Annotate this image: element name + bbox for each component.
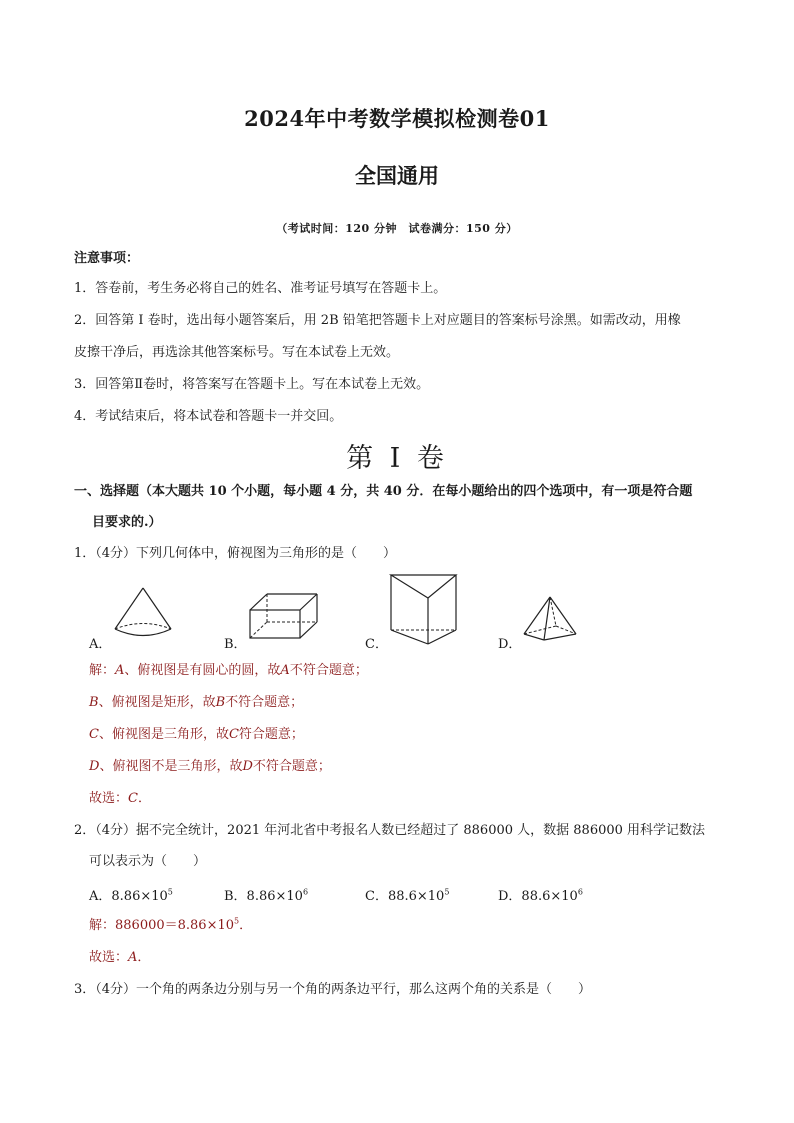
q1-solution-b: B、俯视图是矩形，故B不符合题意； <box>89 695 304 710</box>
q2-stem-b: 可以表示为（ ） <box>89 854 207 869</box>
q1-option-a: A． <box>89 637 112 652</box>
q3-stem: 3．（4分）一个角的两条边分别与另一个角的两条边平行，那么这两个角的关系是（ ） <box>74 982 592 997</box>
q1-answer: 故选：C． <box>89 791 151 806</box>
notice-item-2a: 2．回答第 I 卷时，选出每小题答案后，用 2B 铅笔把答题卡上对应题目的答案标号涂黑。如需改动，用橡 <box>74 313 681 328</box>
q2-option-a: A．$8.86\times 10^5$ <box>89 887 173 904</box>
q1-option-d: D． <box>498 637 522 652</box>
section-title: 第 I 卷 <box>346 443 448 474</box>
q1-solution-a: 解：A、俯视图是有圆心的圆，故A不符合题意； <box>89 663 368 678</box>
q2-answer: 故选：A． <box>89 950 151 965</box>
q1-option-b: B． <box>224 637 247 652</box>
q2-option-c: C．$88.6\times 10^5$ <box>365 887 450 904</box>
notice-item-1: 1．答卷前，考生务必将自己的姓名、准考证号填写在答题卡上。 <box>74 281 447 296</box>
section-heading-a: 一、选择题（本大题共 10 个小题，每小题 4 分，共 40 分．在每小题给出的四个选项中，有一项是符合题 <box>74 484 693 499</box>
section-heading-b: 目要求的.） <box>92 515 162 530</box>
q2-solution: 解：$886000=8.86\times 10^5$． <box>89 916 253 933</box>
cone-figure <box>112 584 174 640</box>
q2-stem-a: 2．（4分）据不完全统计，2021 年河北省中考报名人数已经超过了 886000 人，数据 886000 用科学记数法 <box>74 823 706 838</box>
q1-stem: 1．（4分）下列几何体中，俯视图为三角形的是（ ） <box>74 546 397 561</box>
q1-solution-d: D、俯视图不是三角形，故D不符合题意； <box>89 759 331 774</box>
notice-item-3: 3．回答第Ⅱ卷时，将答案写在答题卡上。写在本试卷上无效。 <box>74 377 430 392</box>
notice-item-2b: 皮擦干净后，再选涂其他答案标号。写在本试卷上无效。 <box>74 345 400 360</box>
q2-option-d: D．$88.6\times 10^6$ <box>498 887 583 904</box>
cuboid-figure <box>247 590 319 642</box>
exam-subtitle: 全国通用 <box>355 164 439 188</box>
q2-option-b: B．$8.86\times 10^6$ <box>224 887 309 904</box>
exam-meta: （考试时间：120 分钟 试卷满分：150 分） <box>276 222 518 235</box>
notice-item-4: 4．考试结束后，将本试卷和答题卡一并交回。 <box>74 409 343 424</box>
triangular-prism-figure <box>388 572 460 648</box>
exam-title: 2024年中考数学模拟检测卷01 <box>244 106 550 131</box>
pyramid-figure <box>520 594 580 642</box>
q1-solution-c: C、俯视图是三角形，故C符合题意； <box>89 727 304 742</box>
q1-option-c: C． <box>365 637 388 652</box>
notice-heading: 注意事项： <box>74 251 140 266</box>
